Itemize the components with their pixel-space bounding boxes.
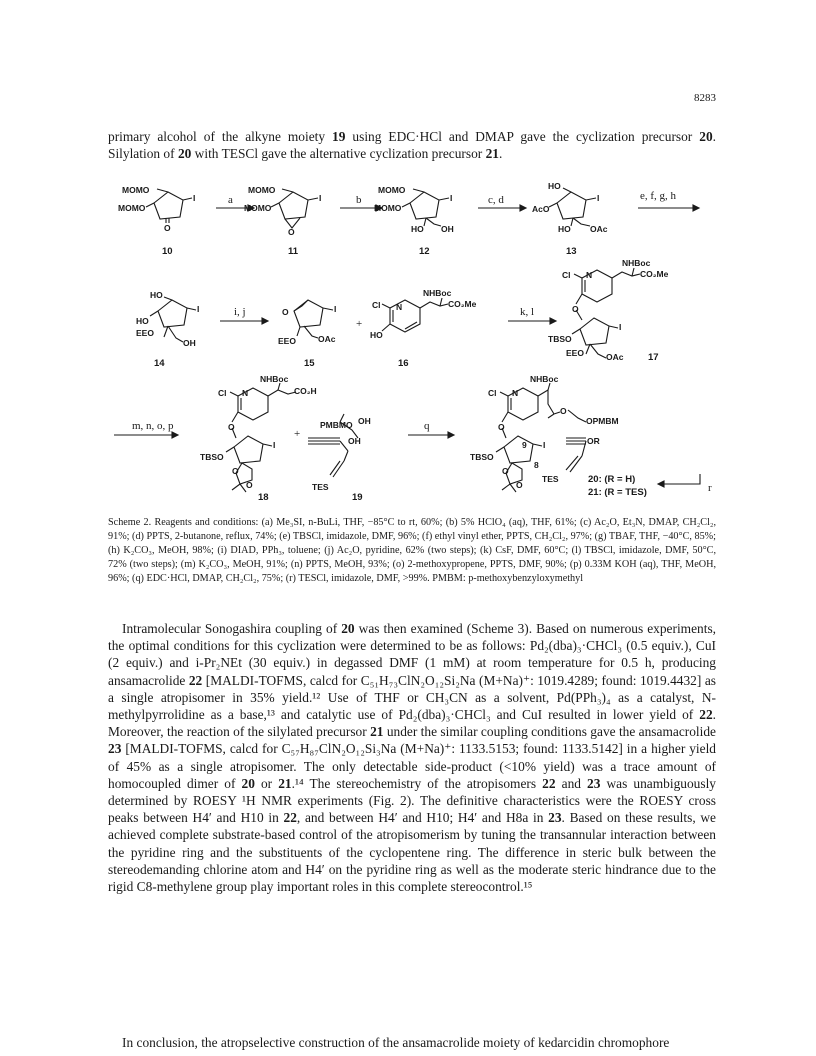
label-nitrogen: N [242,388,249,398]
compound-number: 19 [352,492,363,503]
label-tbso: TBSO [548,334,572,344]
label-ho: HO [150,290,163,300]
label-oac: OAc [590,224,608,234]
reagent-label: i, j [234,306,246,318]
label-momo: MOMO [248,185,276,195]
reagent-label: b [356,194,362,206]
label-oh: OH [348,436,361,446]
label-nhboc: NHBoc [530,374,559,384]
structure-12 [402,189,449,226]
structure-20-21 [496,383,586,492]
label-oxygen: O [164,223,171,233]
label-eeo: EEO [278,336,296,346]
structure-17 [572,268,640,358]
label-iodine: I [450,193,453,203]
structure-10 [146,189,192,223]
label-ho: HO [558,224,571,234]
label-ho: HO [136,316,149,326]
paragraph-intro: primary alcohol of the alkyne moiety 19 using EDC·HCl and DMAP gave the cyclization precursor 20. Silylation of 20 with TESCl gave the alternative cyclization precursor 21. [108,129,716,162]
reagent-label: m, n, o, p [132,420,174,432]
bracket-r [664,474,700,484]
compound-number: 14 [154,358,165,369]
compound-number: 13 [566,246,577,257]
reagent-label: r [708,482,712,494]
label-oxygen: O [560,406,567,416]
label-oxygen: O [516,480,523,490]
label-ho: HO [411,224,424,234]
structure-11 [271,189,318,228]
caption-text: Reagents and conditions: (a) Me₃SI, n-BuLi, THF, −85°C to rt, 60%; (b) 5% HClO₄ (aq), THF, 61%; (c) Ac₂O, Et₃N, DMAP, CH₂Cl₂, 91%; (d) PPTS, 2-butanone, reflux, 74%; (e) TBSCl, imidazole, DMF, 96%; (f) ethyl vinyl ether, PPTS, CH₂Cl₂, 97%; (g) TBAF, THF, −40°C, 85%; (h) K₂CO₃, MeOH, 98%; (i) DIAD, PPh₃, toluene; (j) Ac₂O, pyridine, 62% (two steps); (k) CsF, DMF, 60°C; (l) TBSCl, imidazole, DMF, 50°C, 72% (two steps); (m) K₂CO₃, MeOH, 91%; (n) PPTS, MeOH, 93%; (o) 2-methoxypropene, PPTS, DMF, 90%; (p) 0.33M KOH (aq), THF, MeOH, 96%; (q) EDC·HCl, DMAP, CH₂Cl₂, 75%; (r) TESCl, imidazole, DMF, >99%. PMBM: p-methoxybenzyloxymethyl [108,517,717,584]
label-nhboc: NHBoc [622,258,651,268]
label-oxygen: O [246,480,253,490]
structure-14 [150,297,196,342]
compound-number: 15 [304,358,315,369]
label-nhboc: NHBoc [423,288,452,298]
label-iodine: I [197,304,200,314]
compound-number: 17 [648,352,659,363]
label-iodine: I [334,304,337,314]
label-aco: AcO [532,204,550,214]
label-iodine: I [597,193,600,203]
label-nitrogen: N [512,388,519,398]
compound-number: 16 [398,358,409,369]
label-oxygen: O [232,466,239,476]
reagent-label: k, l [520,306,535,318]
label-oxygen: O [502,466,509,476]
label-eeo: EEO [136,328,154,338]
label-momo: MOMO [118,203,146,213]
label-position-9: 9 [522,440,527,450]
label-iodine: I [619,322,622,332]
label-co2me: CO₂Me [640,269,669,279]
label-oac: OAc [318,334,336,344]
label-momo: MOMO [122,185,150,195]
reagent-label: c, d [488,194,504,206]
compound-number: 18 [258,492,269,503]
page-number: 8283 [694,92,716,104]
label-eeo: EEO [566,348,584,358]
label-opmbm: OPMBM [586,416,619,426]
synthesis-scheme [108,176,716,508]
label-pmbmo: PMBMO [320,420,353,430]
label-momo: MOMO [244,203,272,213]
compound-number: 10 [162,246,173,257]
label-momo: MOMO [378,185,406,195]
label-oh: OH [441,224,454,234]
paragraph-sonogashira: Intramolecular Sonogashira coupling of 20 was then examined (Scheme 3). Based on numerous experiments, the optimal conditions for this cyclization were determined to be as follows: Pd₂(dba)₃·CHCl₃ (0.5 equiv.), CuI (2 equiv.) and i-Pr₂NEt (30 equiv.) in degassed DMF (1 mM) at room temperature for 0.5 h, producing ansamacrolide 22 [MALDI-TOFMS, calcd for C₅₁H₇₃ClN₂O₁₂Si₂Na (M+Na)⁺: 1019.4289; found: 1019.4432] as a single atropisomer in 35% yield.¹² Use of THF or CH₃CN as a solvent, Pd(PPh₃)₄ as a catalyst, N-methylpyrrolidine as a base,¹³ and catalytic use of Pd₂(dba)₃·CHCl₃ and CuI resulted in lower yield of 22. Moreover, the reaction of the silylated precursor 21 under the similar coupling conditions gave the ansamacrolide 23 [MALDI-TOFMS, calcd for C₅₇H₈₇ClN₂O₁₂Si₃Na (M+Na)⁺: 1133.5153; found: 1133.5142] in a higher yield of 45% as a single atropisomer. The only detectable side-product (<10% yield) was a trace amount of homocoupled dimer of 20 or 21.¹⁴ The stereochemistry of the atropisomers 22 and 23 was unambiguously determined by ROESY ¹H NMR experiments (Fig. 2). The definitive characteristics were the ROESY cross peaks between H4′ and H10 in 22, and between H4′ and H10; H4′ and H8a in 23. Based on these results, we achieved complete substrate-based control of the atropisomerism by tuning the transannular interaction between the pyridine ring and the substituents of the cyclopentene ring. The difference in steric bulk between the stereodemanding chlorine atom and H4′ on the pyridine ring as well as the moderate steric hindrance due to the rigid C8-methylene group play important roles in this complete stereocontrol.¹⁵ [108,621,716,895]
compound-number: 11 [288,246,299,257]
label-oxygen: O [498,422,505,432]
reagent-label: q [424,420,430,432]
reagent-label: + [356,318,363,330]
paragraph-conclusion: In conclusion, the atropselective construction of the ansamacrolide moiety of kedarcidin chromophore [122,1035,670,1050]
label-iodine: I [193,193,196,203]
label-position-8: 8 [534,460,539,470]
label-or: OR [587,436,600,446]
structure-13 [549,188,596,226]
reagent-label: a [228,194,233,206]
reagent-label: + [294,428,301,440]
label-chlorine: Cl [488,388,497,398]
label-oxygen: O [572,304,579,314]
label-chlorine: Cl [218,388,227,398]
label-momo: MOMO [374,203,402,213]
structure-15 [294,300,333,338]
label-iodine: I [273,440,276,450]
label-ho: HO [548,181,561,191]
label-iodine: I [543,440,546,450]
label-co2h: CO₂H [294,386,317,396]
compound-number: 12 [419,246,430,257]
label-chlorine: Cl [562,270,571,280]
label-nitrogen: N [586,270,593,280]
scheme-caption [108,516,716,586]
label-oac: OAc [606,352,624,362]
label-oxygen: O [282,307,289,317]
label-iodine: I [319,193,322,203]
compound-label-21: 21: (R = TES) [588,487,647,498]
reagent-label: e, f, g, h [640,190,677,202]
label-tes: TES [312,482,329,492]
label-oh: OH [358,416,371,426]
structure-16 [382,298,448,332]
label-tes: TES [542,474,559,484]
scheme-label: Scheme 2. [108,517,152,528]
compound-label-20: 20: (R = H) [588,474,636,485]
label-oh: OH [183,338,196,348]
label-nitrogen: N [396,302,403,312]
label-tbso: TBSO [470,452,494,462]
label-chlorine: Cl [372,300,381,310]
label-nhboc: NHBoc [260,374,289,384]
label-tbso: TBSO [200,452,224,462]
label-co2me: CO₂Me [448,299,477,309]
label-oxygen: O [288,227,295,237]
label-oxygen: O [228,422,235,432]
label-ho: HO [370,330,383,340]
